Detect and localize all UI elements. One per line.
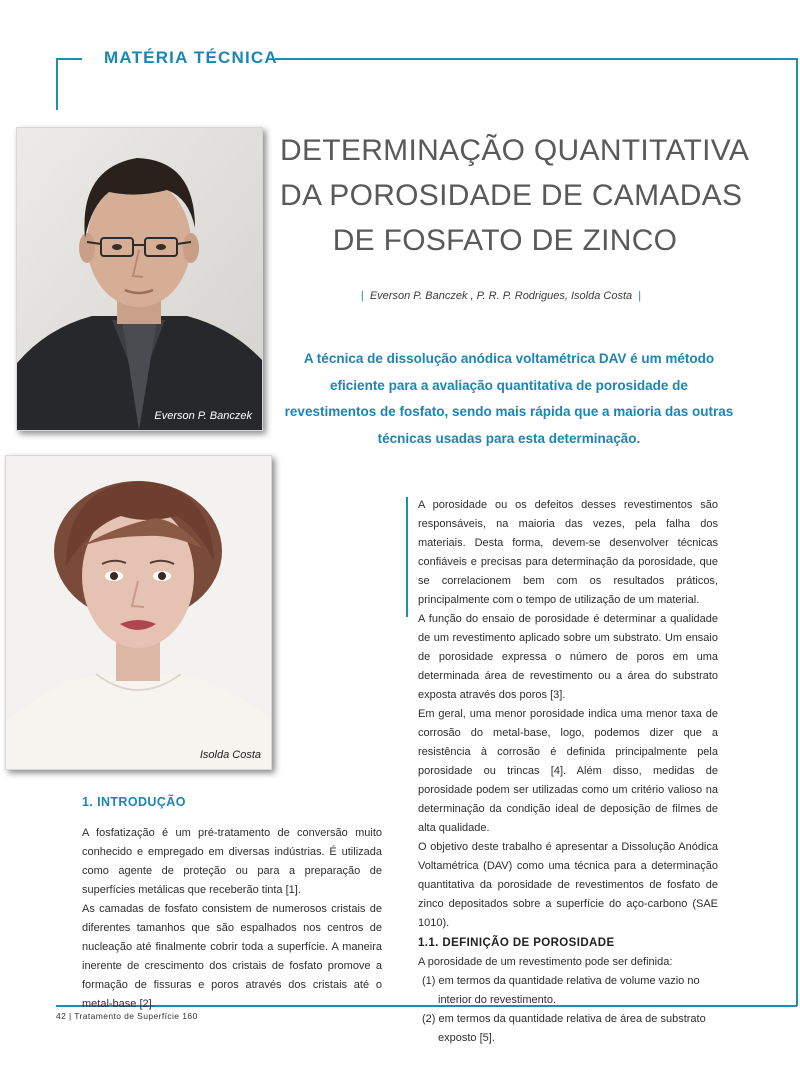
subsection-intro: A porosidade de um revestimento pode ser definida: (418, 956, 673, 968)
subsection-heading: 1.1. DEFINIÇÃO DE POROSIDADE (418, 937, 615, 949)
lead-paragraph: A técnica de dissolução anódica voltamétrica DAV é um método eficiente para a avaliação quantitativa de porosidade de revestimentos de fosfato, sendo mais rápida que a maioria das outras técnicas usadas para esta determinação. (284, 351, 734, 446)
photo-caption-isolda: Isolda Costa (199, 749, 261, 761)
title-line-1: DETERMINAÇÃO QUANTITATIVA (280, 134, 750, 167)
intro-heading: 1. INTRODUÇÃO (82, 795, 186, 809)
right-column (418, 496, 718, 1048)
authors-names: Everson P. Banczek , P. R. P. Rodrigues, Isolda Costa (369, 290, 633, 302)
portrait-woman-image (6, 456, 271, 769)
right-paragraph-1: A porosidade ou os defeitos desses revestimentos são responsáveis, na maioria das vezes, pela falha dos materiais. Desta forma, devem-se desenvolver técnicas confiáveis e precisas para determinação da porosidade, que se correlacionem bem com os resultados práticos, principalmente com o tempo de utilização de um material. (418, 499, 718, 606)
authors-bar-left: | (360, 290, 364, 302)
authors-line (356, 290, 646, 302)
photo-caption-everson: Everson P. Banczek (154, 410, 252, 422)
definition-item-2: (2) em termos da quantidade relativa de área de substrato exposto [5]. (422, 1013, 706, 1044)
title-line-3: DE FOSFATO DE ZINCO (332, 224, 678, 257)
section-tag: MATÉRIA TÉCNICA (104, 48, 278, 67)
right-paragraph-3: Em geral, uma menor porosidade indica uma menor taxa de corrosão do metal-base, logo, podemos dizer que a resistência à corrosão é definida principalmente pela porosidade ou trincas [4]. Além disso, medidas de porosidade podem ser utilizadas como um critério valioso na determinação da condição ideal de deposição de filmes de alta qualidade. (418, 708, 718, 834)
frame-left (56, 58, 58, 110)
page-footer: 42 | Tratamento de Superfície 160 (56, 1011, 198, 1021)
intro-column (82, 793, 382, 1014)
definition-item-1: (1) em termos da quantidade relativa de volume vazio no interior do revestimento. (422, 975, 700, 1006)
column-rule (406, 497, 408, 617)
intro-paragraph-1: A fosfatização é um pré-tratamento de conversão muito conhecido e empregado em diversas indústrias. É utilizada como agente de proteção ou para a preparação de superfícies metálicas que receberão tinta [1]. (82, 827, 382, 896)
article-title (280, 128, 750, 263)
author-photo-isolda (5, 455, 272, 770)
frame-right (796, 58, 798, 1006)
right-paragraph-2: A função do ensaio de porosidade é determinar a qualidade de um revestimento aplicado sobre um substrato. Um ensaio de porosidade expressa o número de poros em uma determinada área de revestimento ou a área do substrato exposta através dos poros [3]. (418, 613, 718, 701)
title-line-2: DA POROSIDADE DE CAMADAS (280, 179, 743, 212)
frame-top-left (56, 58, 82, 60)
frame-top-right (275, 58, 797, 60)
authors-bar-right: | (638, 290, 642, 302)
author-photo-everson (16, 127, 263, 431)
intro-paragraph-2: As camadas de fosfato consistem de numerosos cristais de diferentes tamanhos que são espalhados nos centros de nucleação até finalmente cobrir toda a superfície. A maneira inerente de crescimento dos cristais de fosfato promove a formação de fissuras e poros através dos cristais até o metal-base [2]. (82, 903, 382, 1010)
right-paragraph-4: O objetivo deste trabalho é apresentar a Dissolução Anódica Voltamétrica (DAV) como uma técnica para a determinação quantitativa da porosidade de revestimentos de fosfato de zinco depositados sobre a superfície do aço-carbono (SAE 1010). (418, 841, 718, 929)
portrait-man-image (17, 128, 262, 430)
